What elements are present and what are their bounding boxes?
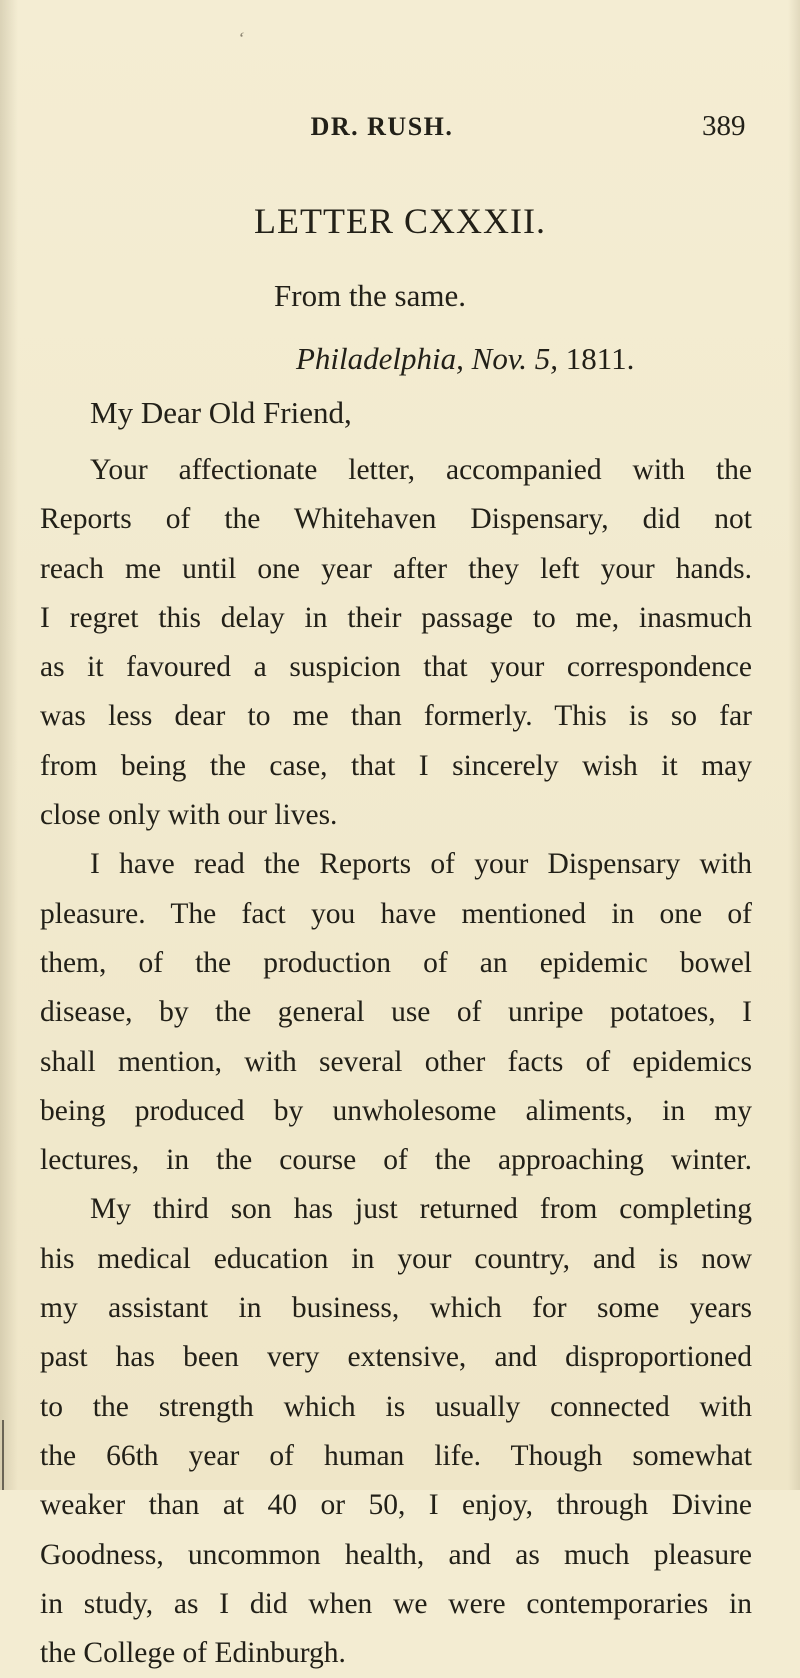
dateline-year: 1811. [565,341,635,376]
running-head-title: DR. RUSH. [310,112,454,141]
letter-body [40,446,752,1678]
body-line: pleasure. The fact you have mentioned in one of [40,897,752,930]
body-line: them, of the production of an epidemic bowel [40,946,752,979]
body-line: in study, as I did when we were contemporaries in [40,1587,752,1620]
body-line: my assistant in business, which for some years [40,1292,752,1325]
ink-speck: ‘ [236,27,247,49]
letter-from-line: From the same. [274,278,466,313]
body-line: I have read the Reports of your Dispensary with [90,848,752,881]
body-line: close only with our lives. [40,799,338,832]
dateline [296,341,634,377]
gutter-mark [2,1420,4,1490]
salutation: My Dear Old Friend, [90,395,352,430]
body-line: Reports of the Whitehaven Dispensary, did not [40,503,752,536]
body-line: Goodness, uncommon health, and as much pleasure [40,1538,752,1571]
body-line: lectures, in the course of the approaching winter. [40,1144,752,1177]
body-line: reach me until one year after they left your hands. [40,552,752,585]
page-left-shadow [0,0,18,1490]
page-right-shadow [788,0,800,1490]
body-line: being produced by unwholesome aliments, in my [40,1094,752,1127]
body-line: was less dear to me than formerly. This is so far [40,700,752,733]
running-head [0,112,800,152]
body-line: weaker than at 40 or 50, I enjoy, through Divine [40,1489,752,1522]
body-line: I regret this delay in their passage to me, inasmuch [40,601,752,634]
body-line: Your affectionate letter, accompanied with the [90,454,752,486]
dateline-place: Philadelphia, Nov. 5, [296,341,559,376]
body-line: the 66th year of human life. Though somewhat [40,1439,752,1472]
body-line: as it favoured a suspicion that your correspondence [40,651,752,684]
body-line: to the strength which is usually connected with [40,1390,752,1423]
page-number: 389 [702,110,746,142]
body-line: his medical education in your country, and is now [40,1242,752,1275]
body-line: from being the case, that I sincerely wish it may [40,749,752,782]
body-line: past has been very extensive, and disproportioned [40,1341,752,1374]
body-line: disease, by the general use of unripe potatoes, I [40,996,752,1029]
letter-title: LETTER CXXXII. [254,201,546,241]
body-line: the College of Edinburgh. [40,1637,346,1670]
body-line: shall mention, with several other facts of epidemics [40,1045,752,1078]
body-line: My third son has just returned from completing [90,1193,752,1226]
